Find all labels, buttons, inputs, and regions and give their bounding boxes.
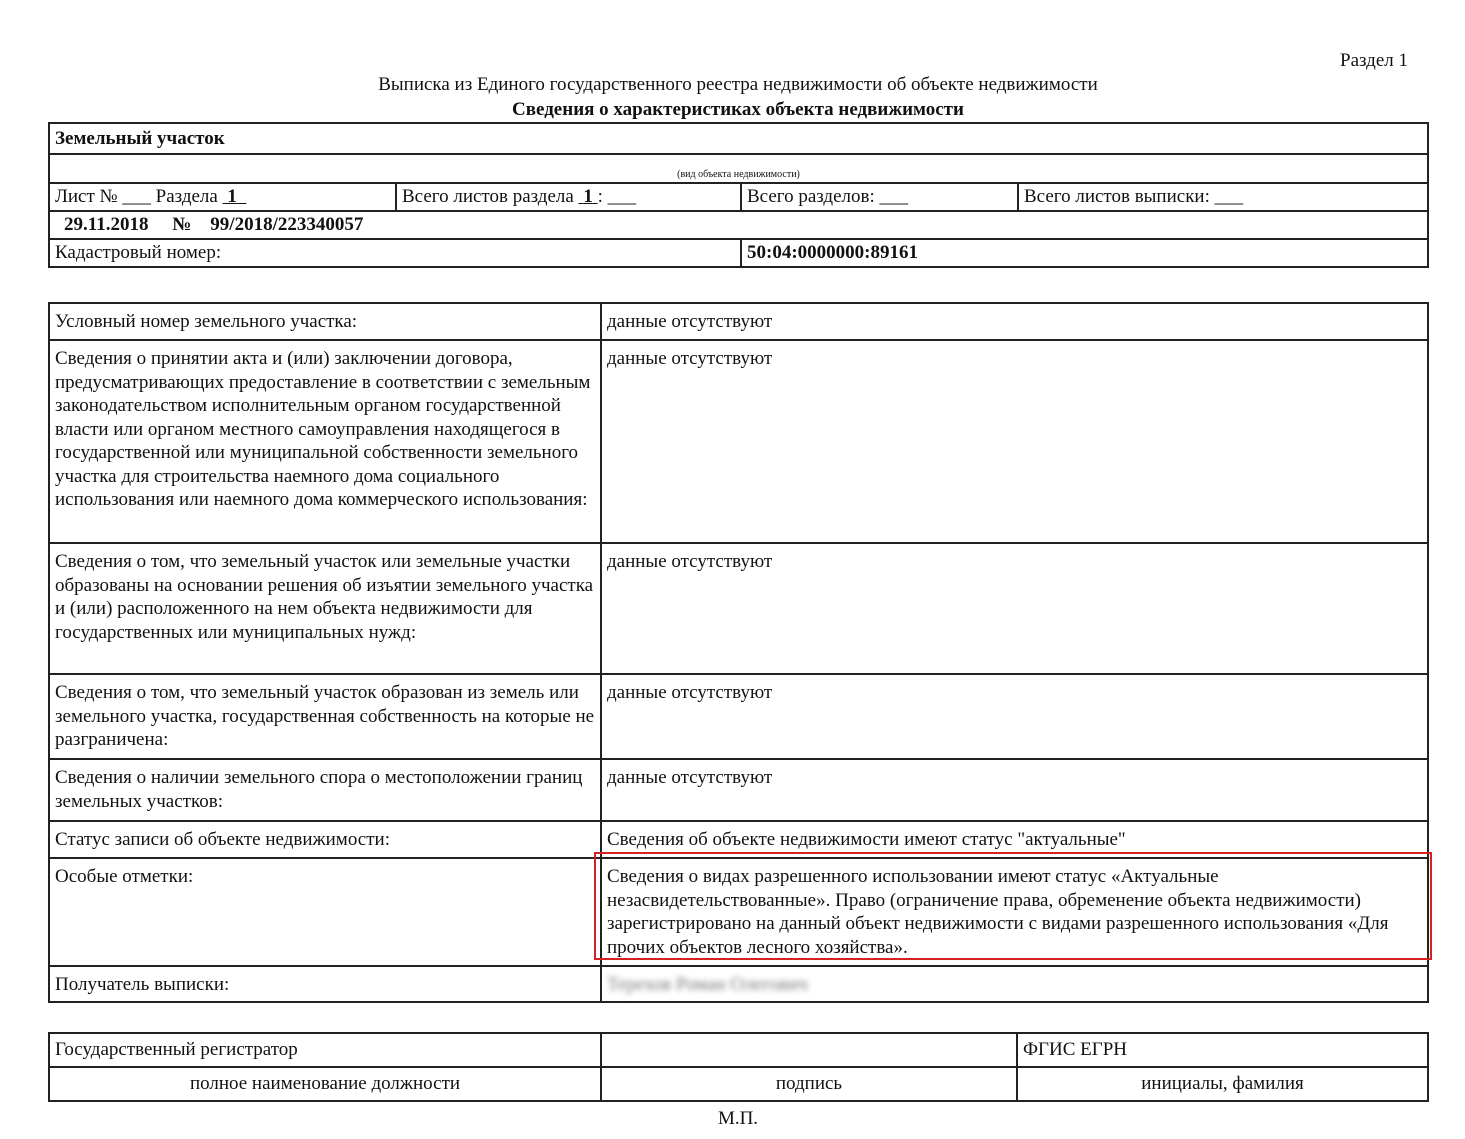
caption-initials: инициалы, фамилия bbox=[1017, 1067, 1428, 1101]
row-label: Сведения о принятии акта и (или) заключении договора, предусматривающих предоставление в соответствии с земельным законодательством исполнительным органом государственной власти или органом местного самоуправления находящегося в государственной или муниципальной собственности земельного участка для строительства наемного дома социального использования или наемного дома коммерческого использования: bbox=[49, 340, 601, 543]
signature-cell bbox=[601, 1033, 1017, 1067]
redacted-recipient: Терехов Роман Олегович bbox=[607, 974, 808, 995]
table-row bbox=[49, 674, 1428, 759]
header-table bbox=[48, 122, 1429, 268]
recipient-value bbox=[601, 966, 1428, 1002]
highlight-frame bbox=[594, 852, 1432, 960]
row-label: Условный номер земельного участка: bbox=[49, 303, 601, 340]
statement-date: 29.11.2018 bbox=[64, 214, 149, 236]
table-row bbox=[49, 303, 1428, 340]
row-label: Сведения о том, что земельный участок образован из земель или земельного участка, государственная собственность на которые не разграничена: bbox=[49, 674, 601, 759]
total-section-sheets-suffix: : ___ bbox=[597, 186, 637, 208]
cadastral-label: Кадастровый номер: bbox=[49, 239, 741, 267]
row-label: Особые отметки: bbox=[49, 858, 601, 966]
total-sections: Всего разделов: ___ bbox=[741, 183, 1018, 211]
row-value: данные отсутствуют bbox=[601, 543, 1428, 674]
total-section-sheets-value: 1 bbox=[583, 186, 593, 208]
total-section-sheets-cell bbox=[396, 183, 741, 211]
cadastral-value: 50:04:0000000:89161 bbox=[741, 239, 1428, 267]
document-title: Выписка из Единого государственного реестра недвижимости об объекте недвижимости bbox=[378, 74, 1098, 95]
stamp-place: М.П. bbox=[717, 1108, 759, 1129]
sheet-number-label: Лист № ___ bbox=[55, 186, 151, 208]
number-label: № bbox=[172, 214, 192, 236]
table-row bbox=[49, 759, 1428, 821]
document-subtitle: Сведения о характеристиках объекта недвижимости bbox=[512, 99, 964, 120]
row-value: данные отсутствуют bbox=[601, 674, 1428, 759]
section-word: Раздела bbox=[155, 186, 218, 208]
row-value: данные отсутствуют bbox=[601, 303, 1428, 340]
sheet-info-row bbox=[49, 183, 1428, 211]
row-value: Сведения о видах разрешенного использовании имеют статус «Актуальные незасвидетельствованные». Право (ограничение права, обременение объекта недвижимости) зарегистрировано на данный объект недвижимости с видами разрешенного использования «Для прочих объектов лесного хозяйства». bbox=[601, 858, 1428, 966]
row-label: Статус записи об объекте недвижимости: bbox=[49, 821, 601, 858]
table-row bbox=[49, 543, 1428, 674]
sheet-number-cell bbox=[49, 183, 396, 211]
total-sheets: Всего листов выписки: ___ bbox=[1018, 183, 1428, 211]
row-value: Сведения об объекте недвижимости имеют статус "актуальные" bbox=[601, 821, 1428, 858]
date-number-cell bbox=[49, 211, 1428, 239]
table-row bbox=[49, 340, 1428, 543]
table-row bbox=[49, 966, 1428, 1002]
statement-number: 99/2018/223340057 bbox=[210, 214, 364, 236]
row-value: данные отсутствуют bbox=[601, 759, 1428, 821]
row-value: данные отсутствуют bbox=[601, 340, 1428, 543]
row-label: Получатель выписки: bbox=[49, 966, 601, 1002]
total-section-sheets-label: Всего листов раздела bbox=[402, 186, 574, 208]
caption-position: полное наименование должности bbox=[49, 1067, 601, 1101]
row-label: Сведения о наличии земельного спора о местоположении границ земельных участков: bbox=[49, 759, 601, 821]
caption-signature: подпись bbox=[601, 1067, 1017, 1101]
object-type-hint: (вид объекта недвижимости) bbox=[49, 154, 1428, 183]
section-label: Раздел 1 bbox=[1340, 50, 1408, 71]
registrar-position: Государственный регистратор bbox=[49, 1033, 601, 1067]
row-label: Сведения о том, что земельный участок или земельные участки образованы на основании решения об изъятии земельного участка и (или) расположенного на нем объекта недвижимости для государственных или муниципальных нужд: bbox=[49, 543, 601, 674]
registrar-initials: ФГИС ЕГРН bbox=[1017, 1033, 1428, 1067]
signature-table bbox=[48, 1032, 1429, 1102]
object-type: Земельный участок bbox=[49, 123, 1428, 154]
section-number: 1 bbox=[227, 186, 237, 208]
